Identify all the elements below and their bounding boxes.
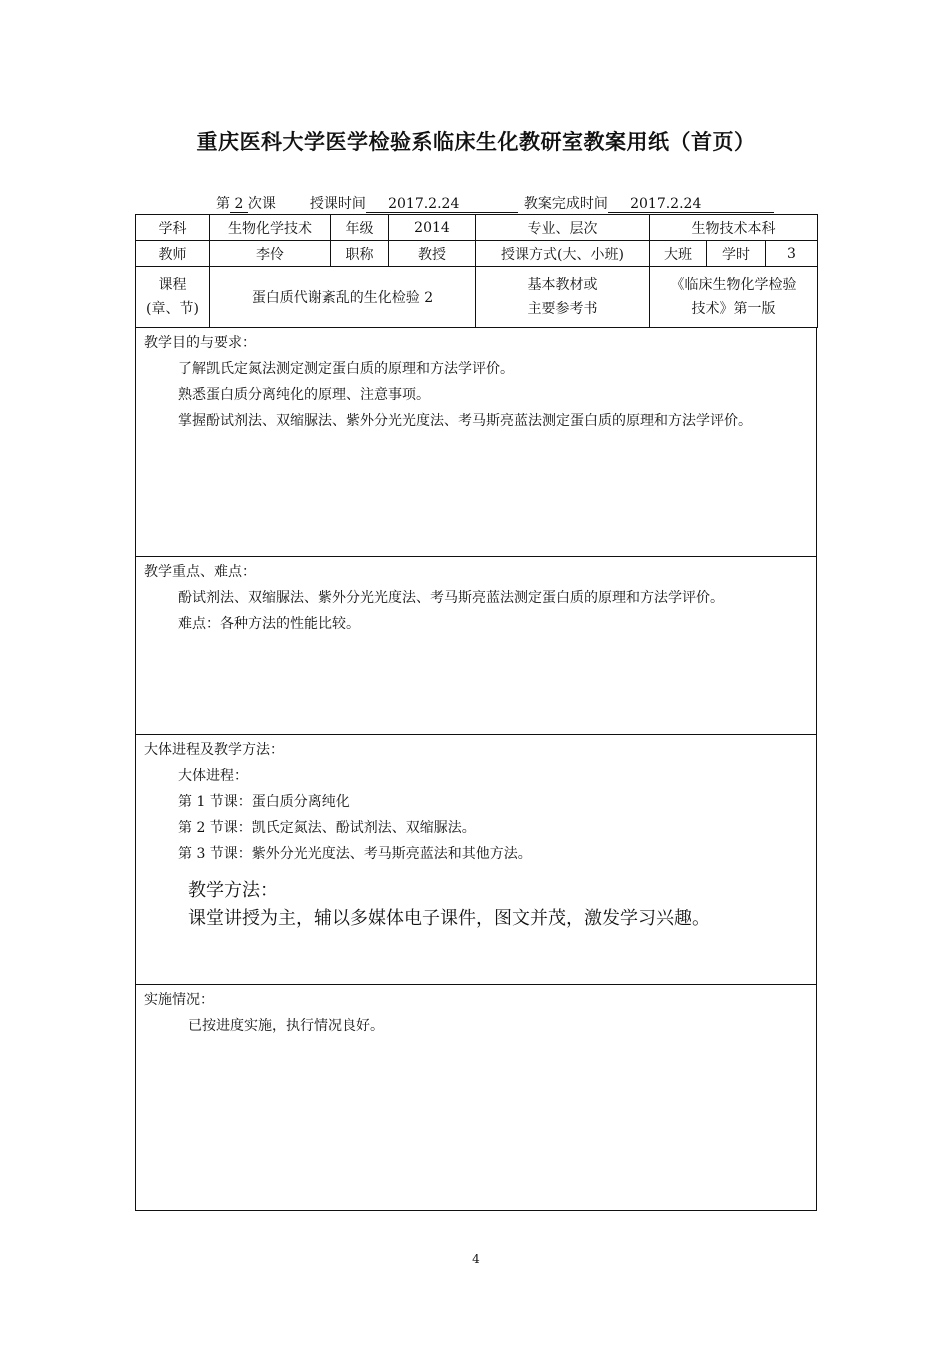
teacher-value: 李伶: [210, 241, 331, 267]
method-heading: 教学方法：: [188, 880, 278, 901]
grade-label: 年级: [331, 215, 389, 241]
book-label: 基本教材或 主要参考书: [476, 267, 650, 328]
lesson-prefix: 第: [216, 196, 230, 212]
keypoint-item: 酚试剂法、双缩脲法、紫外分光光度法、考马斯亮蓝法测定蛋白质的原理和方法学评价。: [178, 590, 724, 606]
implementation-text: 已按进度实施，执行情况良好。: [188, 1018, 384, 1034]
lesson-meta: [216, 193, 774, 213]
difficulty-item: 难点：各种方法的性能比较。: [178, 616, 360, 632]
implementation-heading: 实施情况：: [144, 992, 214, 1008]
hours-label: 学时: [707, 241, 766, 267]
lesson-number: 2: [230, 197, 248, 213]
course-label: 课程 (章、节): [136, 267, 210, 328]
book-value: 《临床生物化学检验 技术》第一版: [650, 267, 818, 328]
course-value: 蛋白质代谢紊乱的生化检验 2: [210, 267, 476, 328]
process-item: 第 3 节课：紫外分光光度法、考马斯亮蓝法和其他方法。: [178, 846, 532, 862]
grade-value: 2014: [389, 215, 476, 241]
major-label: 专业、层次: [476, 215, 650, 241]
rank-label: 职称: [331, 241, 389, 267]
process-item: 第 1 节课：蛋白质分离纯化: [178, 794, 350, 810]
time-label: 授课时间: [309, 196, 366, 212]
page-number: 4: [472, 1252, 480, 1266]
implementation-section: [135, 985, 817, 1211]
process-heading: 大体进程及教学方法：: [144, 742, 284, 758]
process-subheading: 大体进程：: [178, 768, 248, 784]
major-value: 生物技术本科: [650, 215, 818, 241]
subject-label: 学科: [136, 215, 210, 241]
done-label: 教案完成时间: [523, 196, 608, 212]
process-section: [135, 735, 817, 985]
objective-item: 掌握酚试剂法、双缩脲法、紫外分光光度法、考马斯亮蓝法测定蛋白质的原理和方法学评价。: [178, 413, 752, 429]
teacher-label: 教师: [136, 241, 210, 267]
objective-item: 熟悉蛋白质分离纯化的原理、注意事项。: [178, 387, 430, 403]
mode-label: 授课方式(大、小班): [476, 241, 650, 267]
hours-value: 3: [766, 241, 818, 267]
rank-value: 教授: [389, 241, 476, 267]
time-value: 2017.2.24: [366, 197, 518, 213]
done-value: 2017.2.24: [608, 197, 774, 213]
objectives-section: [135, 328, 817, 557]
objectives-heading: 教学目的与要求：: [144, 335, 256, 351]
keypoints-section: [135, 557, 817, 735]
process-item: 第 2 节课：凯氏定氮法、酚试剂法、双缩脲法。: [178, 820, 476, 836]
mode-value: 大班: [650, 241, 707, 267]
info-table: [135, 214, 818, 328]
keypoints-heading: 教学重点、难点：: [144, 564, 256, 580]
subject-value: 生物化学技术: [210, 215, 331, 241]
lesson-suffix: 次课: [247, 196, 276, 212]
objective-item: 了解凯氏定氮法测定测定蛋白质的原理和方法学评价。: [178, 361, 514, 377]
page-title: 重庆医科大学医学检验系临床生化教研室教案用纸（首页）: [196, 130, 756, 154]
method-text: 课堂讲授为主，辅以多媒体电子课件，图文并茂，激发学习兴趣。: [188, 908, 710, 929]
